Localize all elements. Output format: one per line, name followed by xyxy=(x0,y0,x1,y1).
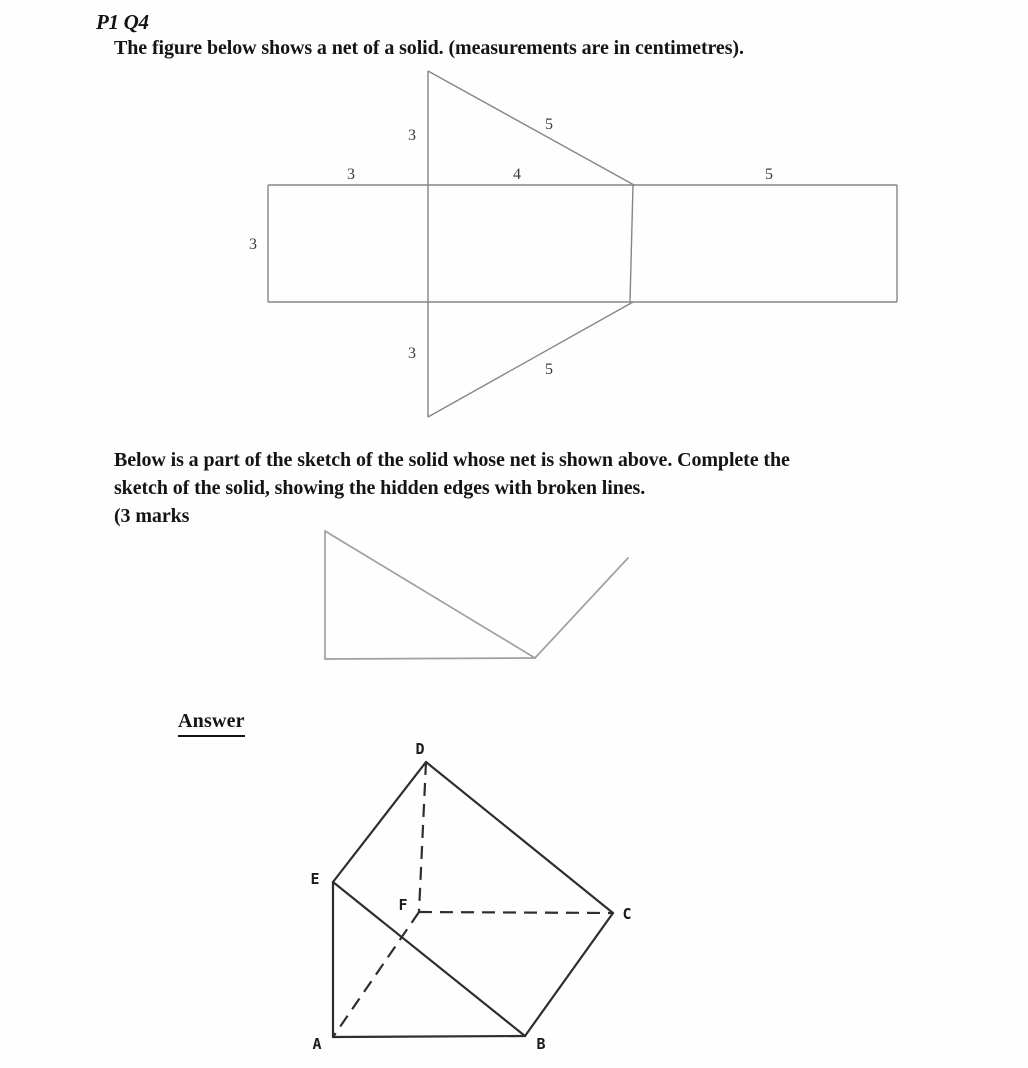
solid-sketch xyxy=(310,740,631,1053)
partial-bottom-edge xyxy=(325,658,535,659)
hidden-edge-d-f xyxy=(419,762,426,912)
net-label-left-rect-width: 3 xyxy=(347,166,355,183)
net-label-middle-rect-width: 4 xyxy=(513,166,521,183)
net-label-bottom-triangle-height: 3 xyxy=(408,345,416,362)
net-label-top-triangle-height: 3 xyxy=(408,127,416,144)
net-label-strip-height: 3 xyxy=(249,236,257,253)
question-id: P1 Q4 xyxy=(96,10,149,34)
vertex-label-a: A xyxy=(312,1035,322,1053)
marks-note: (3 marks xyxy=(114,505,190,527)
vertex-label-f: F xyxy=(398,896,408,914)
partial-diagonal-edge xyxy=(325,531,535,658)
net-label-bottom-triangle-hypotenuse: 5 xyxy=(545,361,553,378)
intro-text: The figure below shows a net of a solid. (measurements are in centimetres). xyxy=(114,37,744,59)
edge-d-c xyxy=(426,762,613,913)
vertex-label-c: C xyxy=(622,905,632,923)
net-label-right-rect-width: 5 xyxy=(765,166,773,183)
instruction-line-1: Below is a part of the sketch of the solid whose net is shown above. Complete the xyxy=(114,449,790,471)
vertex-label-b: B xyxy=(536,1035,546,1053)
hidden-edge-f-a xyxy=(333,912,419,1037)
partial-sketch xyxy=(325,531,628,659)
net-label-top-triangle-hypotenuse: 5 xyxy=(545,116,553,133)
edge-a-b xyxy=(333,1036,525,1037)
net-diagram xyxy=(249,71,897,417)
net-bottom-hypotenuse-edge xyxy=(428,302,633,417)
vertex-label-e: E xyxy=(310,870,320,888)
instruction-line-2: sketch of the solid, showing the hidden edges with broken lines. xyxy=(114,477,646,499)
net-top-hypotenuse-edge xyxy=(428,71,634,185)
net-middle-divider-edge xyxy=(630,185,633,302)
edge-d-e xyxy=(333,762,426,882)
edge-e-b xyxy=(333,882,525,1036)
answer-heading: Answer xyxy=(178,710,245,737)
edge-b-c xyxy=(525,913,613,1036)
vertex-label-d: D xyxy=(415,740,425,758)
partial-rising-edge xyxy=(535,558,628,658)
hidden-edge-f-c xyxy=(419,912,613,913)
